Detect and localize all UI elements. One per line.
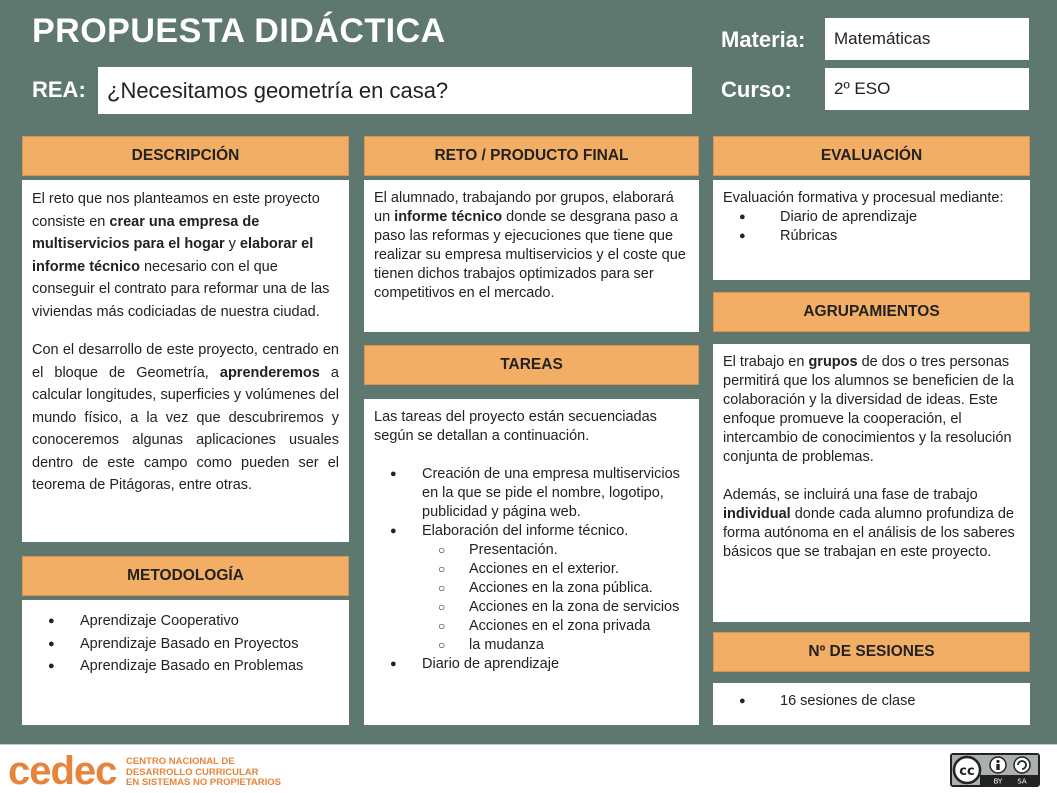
curso-field: 2º ESO [825,68,1029,110]
list-item: ○ la mudanza [374,636,689,655]
agrupamientos-paragraph-1: El trabajo en grupos de dos o tres personas permitirá que los alumnos se beneficien de la colaboración y la diversidad de ideas. Este enfoque promueve la cooperación, el intercambio de conocimientos y la resolución conjunta de problemas. [723,354,1014,465]
agrupamientos-paragraph-2: Además, se incluirá una fase de trabajo individual donde cada alumno profundiza de forma autónoma en el análisis de los saberes básicos que se trabajan en este proyecto. [723,487,1015,560]
svg-text:SA: SA [1017,777,1027,785]
sesiones-list [723,692,1020,711]
list-item: ● Creación de una empresa multiservicios en la que se pide el nombre, logotipo, publicidad y página web. [374,465,689,522]
list-item: ○ Acciones en el zona privada [374,617,689,636]
agrupamientos-box [713,344,1030,622]
cc-license-icon [952,755,1038,785]
list-item: ● Diario de aprendizaje [723,208,1020,227]
descripcion-header: DESCRIPCIÓN [22,136,349,176]
evaluacion-header: EVALUACIÓN [713,136,1030,176]
list-item: ○ Acciones en la zona pública. [374,579,689,598]
descripcion-paragraph-2: Con el desarrollo de este proyecto, centrado en el bloque de Geometría, aprenderemos a calcular longitudes, superficies y volúmenes del mundo físico, a la vez que descubriremos y conoceremos algunas aplicaciones usuales dentro de este campo como pueden ser el teorema de Pitágoras, entre otras. [32,342,339,493]
curso-label: Curso: [721,77,792,102]
tareas-header: TAREAS [364,345,699,385]
cedec-logo-subtitle: CENTRO NACIONAL DE DESARROLLO CURRICULAR EN SISTEMAS NO PROPIETARIOS [126,756,282,788]
list-item: ● Aprendizaje Cooperativo [32,610,339,633]
rea-field: ¿Necesitamos geometría en casa? [98,67,692,114]
footer [0,744,1057,793]
evaluacion-intro: Evaluación formativa y procesual mediante: [723,190,1004,206]
materia-field: Matemáticas [825,18,1029,60]
reto-header: RETO / PRODUCTO FINAL [364,136,699,176]
descripcion-paragraph-1: El reto que nos planteamos en este proyecto consiste en crear una empresa de multiservicios para el hogar y elaborar el informe técnico necesario con el que conseguir el contrato para reformar una de las viviendas más codiciadas de nuestra ciudad. [32,191,330,320]
sesiones-box [713,683,1030,725]
sesiones-header: Nº DE SESIONES [713,632,1030,672]
reto-text: El alumnado, trabajando por grupos, elaborará un informe técnico donde se desgrana paso a paso las reformas y ejecuciones que tiene que realizar su empresa multiservicios y el coste que tienen dichos trabajos optimizados para ser competitivos en el mercado. [374,190,686,301]
metodologia-list [32,610,339,678]
evaluacion-box [713,180,1030,280]
svg-text:cc: cc [959,764,975,779]
metodologia-header: METODOLOGÍA [22,556,349,596]
list-item: ○ Presentación. [374,541,689,560]
tareas-box [364,399,699,725]
tareas-intro: Las tareas del proyecto están secuenciadas según se detallan a continuación. [374,409,657,444]
cc-license-badge [950,753,1040,787]
list-item: ● Elaboración del informe técnico. [374,522,689,541]
cedec-logo: cedec [8,749,117,793]
evaluacion-list [723,208,1020,246]
agrupamientos-header: AGRUPAMIENTOS [713,292,1030,332]
list-item: ○ Acciones en el exterior. [374,560,689,579]
materia-label: Materia: [721,27,806,52]
list-item: ○ Acciones en la zona de servicios [374,598,689,617]
page-title: PROPUESTA DIDÁCTICA [32,12,446,50]
list-item: ● 16 sesiones de clase [723,692,1020,711]
reto-box [364,180,699,332]
tareas-list [374,465,689,674]
list-item: ● Rúbricas [723,227,1020,246]
rea-label: REA: [32,77,86,102]
list-item: ● Aprendizaje Basado en Problemas [32,655,339,678]
metodologia-box [22,600,349,725]
descripcion-box [22,180,349,542]
svg-text:BY: BY [993,777,1003,785]
list-item: ● Aprendizaje Basado en Proyectos [32,633,339,656]
list-item: ● Diario de aprendizaje [374,655,689,674]
